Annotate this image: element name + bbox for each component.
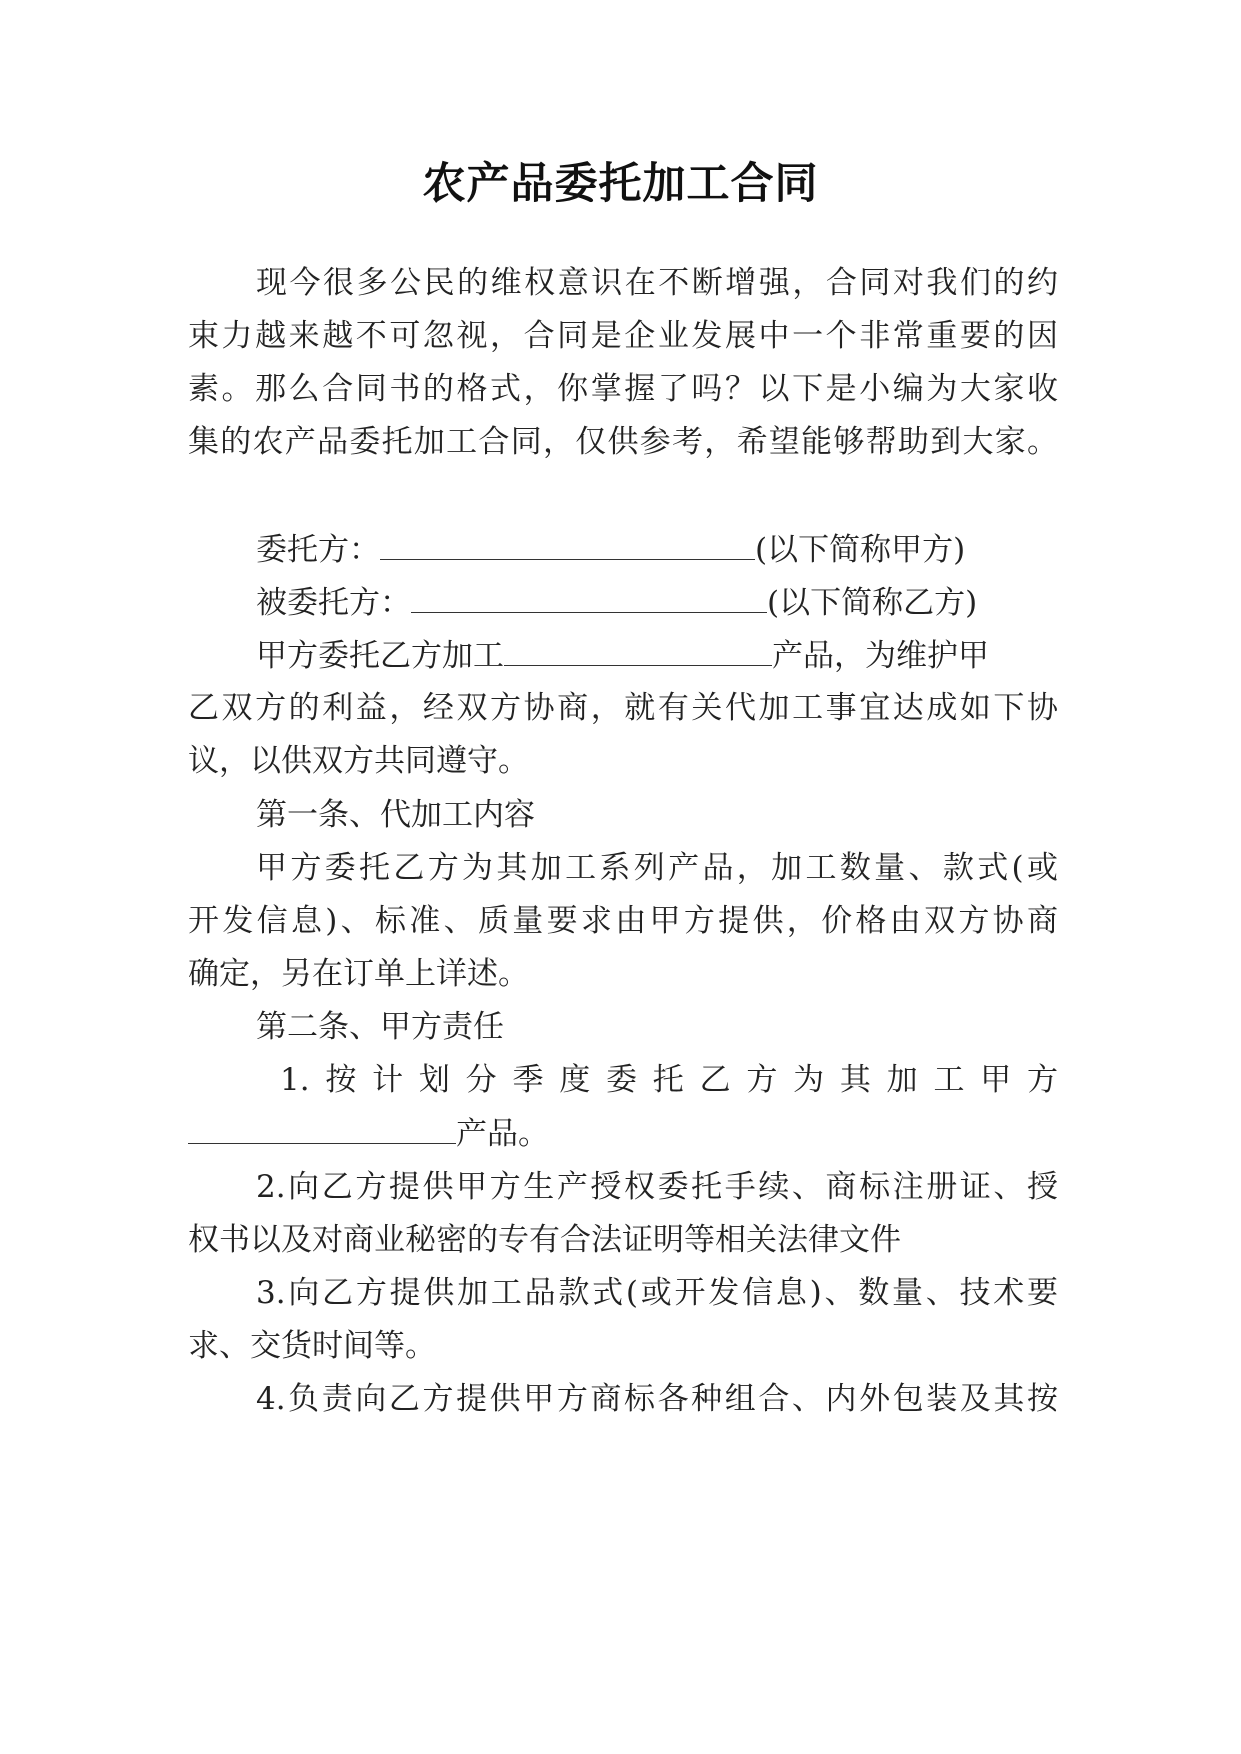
- agreement-line-2: 乙双方的利益，经双方协商，就有关代加工事宜达成如下协: [188, 690, 1058, 726]
- item1-product-blank: [188, 1113, 456, 1144]
- article2-heading: 第二条、甲方责任: [256, 1009, 504, 1045]
- client-party-line: [256, 529, 1058, 569]
- item1-suffix: 产品。: [456, 1116, 549, 1152]
- article1-line-2: 开发信息)、标准、质量要求由甲方提供，价格由双方协商: [188, 903, 1058, 939]
- contractor-party-line: [256, 582, 1058, 622]
- document-title: 农产品委托加工合同: [422, 159, 819, 209]
- article2-item2-line-2: 权书以及对商业秘密的专有合法证明等相关法律文件: [188, 1222, 901, 1258]
- article2-item3-line-2: 求、交货时间等。: [188, 1328, 436, 1364]
- agreement-prefix: 甲方委托乙方加工: [256, 638, 504, 674]
- agreement-line-3: 议，以供双方共同遵守。: [188, 743, 529, 779]
- intro-line-1: 现今很多公民的维权意识在不断增强，合同对我们的约: [256, 265, 1058, 301]
- article1-line-1: 甲方委托乙方为其加工系列产品，加工数量、款式(或: [256, 850, 1058, 886]
- article2-item1-line-2: [188, 1113, 1058, 1153]
- contractor-label: 被委托方：: [256, 585, 411, 621]
- article2-item3-line-1: 3.向乙方提供加工品款式(或开发信息)、数量、技术要: [256, 1275, 1058, 1311]
- article2-item1-line-1: 1.按计划分季度委托乙方为其加工甲方: [280, 1062, 1058, 1098]
- article1-heading: 第一条、代加工内容: [256, 797, 535, 833]
- agreement-suffix: 产品，为维护甲: [772, 638, 989, 674]
- client-label: 委托方：: [256, 532, 380, 568]
- intro-line-2: 束力越来越不可忽视，合同是企业发展中一个非常重要的因: [188, 318, 1058, 354]
- agreement-line-1: [256, 635, 1058, 675]
- article2-item4-line-1: 4.负责向乙方提供甲方商标各种组合、内外包装及其按: [256, 1381, 1058, 1417]
- client-name-blank: [380, 529, 755, 560]
- intro-line-3: 素。那么合同书的格式，你掌握了吗？以下是小编为大家收: [188, 371, 1058, 407]
- intro-line-4: 集的农产品委托加工合同，仅供参考，希望能够帮助到大家。: [188, 424, 1058, 460]
- article2-item2-line-1: 2.向乙方提供甲方生产授权委托手续、商标注册证、授: [256, 1169, 1058, 1205]
- product-name-blank: [504, 635, 772, 666]
- client-suffix: (以下简称甲方): [755, 532, 966, 568]
- article1-line-3: 确定，另在订单上详述。: [188, 956, 529, 992]
- contractor-name-blank: [411, 582, 767, 613]
- contractor-suffix: (以下简称乙方): [767, 585, 978, 621]
